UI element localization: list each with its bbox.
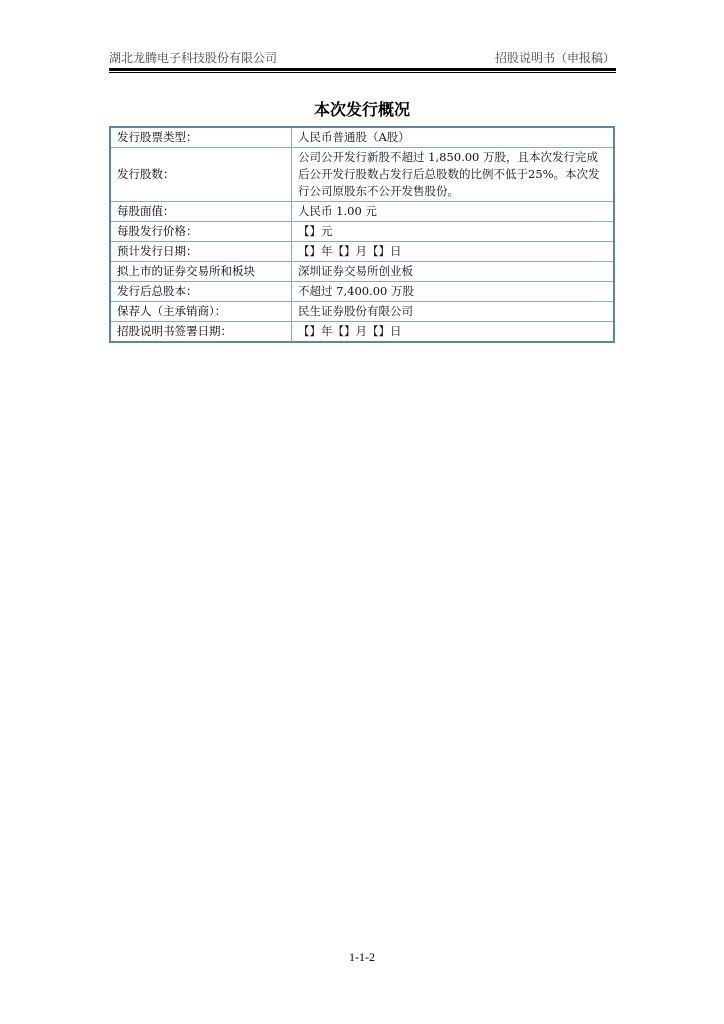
row-value: 人民币普通股（A股）	[292, 127, 615, 148]
header-rule-thick	[109, 68, 616, 71]
row-value: 【】年【】月【】日	[292, 242, 615, 262]
document-type: 招股说明书（申报稿）	[494, 51, 615, 65]
row-label: 预计发行日期：	[110, 242, 292, 262]
table-row	[110, 127, 614, 148]
company-name: 湖北龙腾电子科技股份有限公司	[109, 51, 278, 65]
row-label: 发行股票类型：	[110, 127, 292, 148]
page-title: 本次发行概况	[313, 100, 410, 119]
table-row	[110, 222, 614, 242]
row-label: 每股发行价格：	[110, 222, 292, 242]
row-value: 人民币 1.00 元	[292, 202, 615, 222]
row-label: 发行股数：	[110, 148, 292, 202]
table-row	[110, 148, 614, 202]
row-value: 【】年【】月【】日	[292, 322, 615, 343]
row-value: 公司公开发行新股不超过 1,850.00 万股，且本次发行完成后公开发行股数占发行后总股数的比例不低于25%。本次发行公司原股东不公开发售股份。	[292, 148, 615, 202]
offering-overview-table	[109, 126, 615, 343]
table-row	[110, 322, 614, 343]
table-row	[110, 202, 614, 222]
table-row	[110, 242, 614, 262]
table-row	[110, 262, 614, 282]
page-number: 1-1-2	[349, 950, 375, 964]
row-value: 深圳证券交易所创业板	[292, 262, 615, 282]
row-label: 每股面值：	[110, 202, 292, 222]
table-row	[110, 302, 614, 322]
header-rule-thin	[109, 72, 616, 73]
table-row	[110, 282, 614, 302]
row-label: 招股说明书签署日期：	[110, 322, 292, 343]
row-value: 【】元	[292, 222, 615, 242]
row-label: 发行后总股本：	[110, 282, 292, 302]
row-value: 不超过 7,400.00 万股	[292, 282, 615, 302]
page-header	[109, 50, 615, 68]
row-label: 保荐人（主承销商）：	[110, 302, 292, 322]
row-value: 民生证券股份有限公司	[292, 302, 615, 322]
row-label: 拟上市的证券交易所和板块	[110, 262, 292, 282]
